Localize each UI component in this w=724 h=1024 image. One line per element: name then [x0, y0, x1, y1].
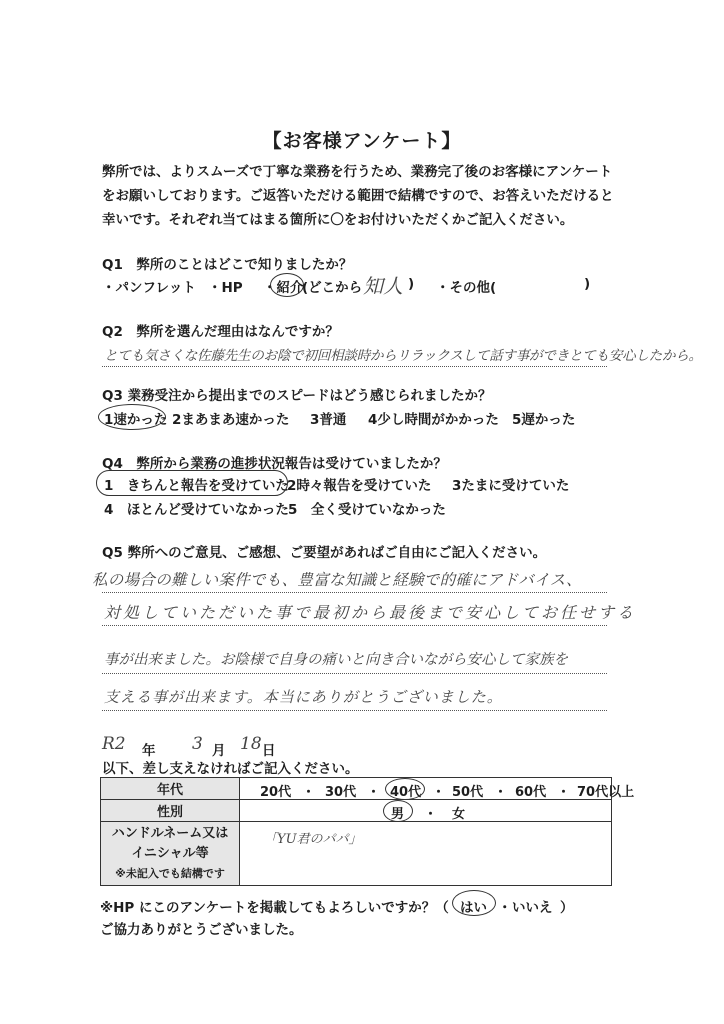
gender-option-male[interactable]: 男 [391, 807, 405, 822]
handle-note: ※未記入でも結構です [115, 866, 225, 880]
age-sep-5: ・ [557, 785, 571, 800]
age-options-cell [240, 778, 635, 800]
q1-other-close: ) [584, 276, 591, 292]
q1-option-other[interactable]: ・その他( [436, 280, 497, 296]
handle-value-cell[interactable] [240, 822, 612, 886]
age-option-60[interactable]: 60代 [515, 785, 547, 800]
date-day-label: 日 [262, 743, 276, 759]
q1-option-referral[interactable]: ・紹介 [263, 280, 304, 296]
age-option-40[interactable]: 40代 [390, 785, 422, 800]
gender-selected-circle [383, 800, 413, 822]
age-selected-circle [385, 778, 425, 800]
q5-line-2 [102, 625, 607, 626]
age-label: 年代 [101, 778, 240, 800]
q4-selected-circle [96, 470, 288, 496]
gender-row [101, 800, 612, 822]
q3-question: Q3 業務受注から提出までのスピードはどう感じられましたか？ [102, 388, 492, 404]
publish-selected-circle [452, 890, 496, 916]
q1-option-pamphlet[interactable]: ・パンフレット [102, 280, 196, 296]
publish-yes[interactable]: はい [460, 900, 487, 916]
handle-label-line-2: イニシャル等 [131, 845, 209, 861]
q3-option-5[interactable]: 5遅かった [512, 412, 576, 428]
q5-line-1 [102, 592, 607, 593]
q4-option-3[interactable]: 3たまに受けていた [452, 478, 570, 494]
date-era: R2 [102, 734, 126, 754]
q3-option-2[interactable]: 2まあまあ速かった [172, 412, 290, 428]
q2-question: Q2 弊所を選んだ理由はなんですか？ [102, 324, 339, 340]
q1-referral-circle [270, 273, 304, 297]
q5-answer-line-2: 対処していただいた事で最初から最後まで安心してお任せする [104, 603, 637, 622]
q4-option-4[interactable]: 4 ほとんど受けていなかった [104, 502, 289, 518]
q5-answer-line-3: 事が出来ました。お陰様で自身の痛いと向き合いながら安心して家族を [104, 652, 568, 668]
gender-options-cell [240, 800, 612, 822]
date-day: 18 [240, 734, 262, 754]
age-option-20[interactable]: 20代 [260, 785, 292, 800]
publish-separator: ・ [498, 900, 512, 916]
q1-referral-close: ) [408, 276, 415, 292]
q1-referral-open: (どこから [302, 280, 363, 296]
age-sep-3: ・ [432, 785, 446, 800]
intro-line-2: をお願いしております。ご返答いただける範囲で結構ですので、お答えいただけると [102, 188, 614, 204]
age-row [101, 778, 612, 800]
info-intro: 以下、差し支えなければご記入ください。 [102, 761, 359, 777]
age-sep-1: ・ [302, 785, 316, 800]
intro-line-1: 弊所では、よりスムーズで丁寧な業務を行うため、業務完了後のお客様にアンケート [102, 164, 613, 180]
q1-question: Q1 弊所のことはどこで知りましたか？ [102, 257, 353, 273]
date-year-label: 年 [142, 743, 156, 759]
q3-option-1[interactable]: 1速かった [104, 412, 168, 428]
thanks-message: ご協力ありがとうございました。 [100, 922, 303, 938]
survey-title: 【お客様アンケート】 [262, 130, 462, 152]
q3-option-4[interactable]: 4少し時間がかかった [368, 412, 499, 428]
q5-line-4 [102, 710, 607, 711]
q5-line-3 [102, 673, 607, 674]
q2-answer-line [102, 366, 607, 367]
age-sep-4: ・ [494, 785, 508, 800]
q1-referral-answer: 知人 [363, 274, 403, 298]
q4-option-2[interactable]: 2時々報告を受けていた [287, 478, 432, 494]
handle-value: 「YU君のパパ」 [264, 832, 362, 847]
handle-row [101, 822, 612, 886]
q4-option-1[interactable]: 1 きちんと報告を受けていた [104, 478, 289, 494]
date-month-label: 月 [212, 743, 226, 759]
age-option-30[interactable]: 30代 [325, 785, 357, 800]
publish-no[interactable]: いいえ [512, 900, 553, 916]
publish-close: ） [560, 900, 574, 916]
q3-option-3[interactable]: 3普通 [310, 412, 347, 428]
q5-answer-line-1: 私の場合の難しい案件でも、豊富な知識と経験で的確にアドバイス、 [92, 571, 582, 589]
handle-label-line-1: ハンドルネーム又は [111, 825, 229, 841]
gender-label: 性別 [101, 800, 240, 822]
gender-sep: ・ [424, 807, 438, 822]
date-month: 3 [192, 734, 203, 754]
age-sep-2: ・ [367, 785, 381, 800]
age-option-70[interactable]: 70代以上 [577, 785, 635, 800]
q2-answer: とても気さくな佐藤先生のお陰で初回相談時からリラックスして話す事ができとても安心したから。 [104, 348, 702, 364]
info-table [100, 777, 635, 886]
q1-option-hp[interactable]: ・HP [208, 280, 243, 296]
gender-option-female[interactable]: 女 [452, 807, 466, 822]
age-option-50[interactable]: 50代 [452, 785, 484, 800]
q5-answer-line-4: 支える事が出来ます。本当にありがとうございました。 [104, 688, 503, 706]
q3-selected-circle [98, 404, 166, 430]
intro-line-3: 幸いです。それぞれ当てはまる箇所に〇をお付けいただくかご記入ください。 [102, 212, 574, 228]
q4-question: Q4 弊所から業務の進捗状況報告は受けていましたか？ [102, 456, 447, 472]
handle-label-cell [101, 822, 240, 886]
q5-question: Q5 弊所へのご意見、ご感想、ご要望があればご自由にご記入ください。 [102, 545, 547, 561]
q4-option-5[interactable]: 5 全く受けていなかった [288, 502, 446, 518]
publish-question: ※HP にこのアンケートを掲載してもよろしいですか？（ [100, 900, 449, 916]
